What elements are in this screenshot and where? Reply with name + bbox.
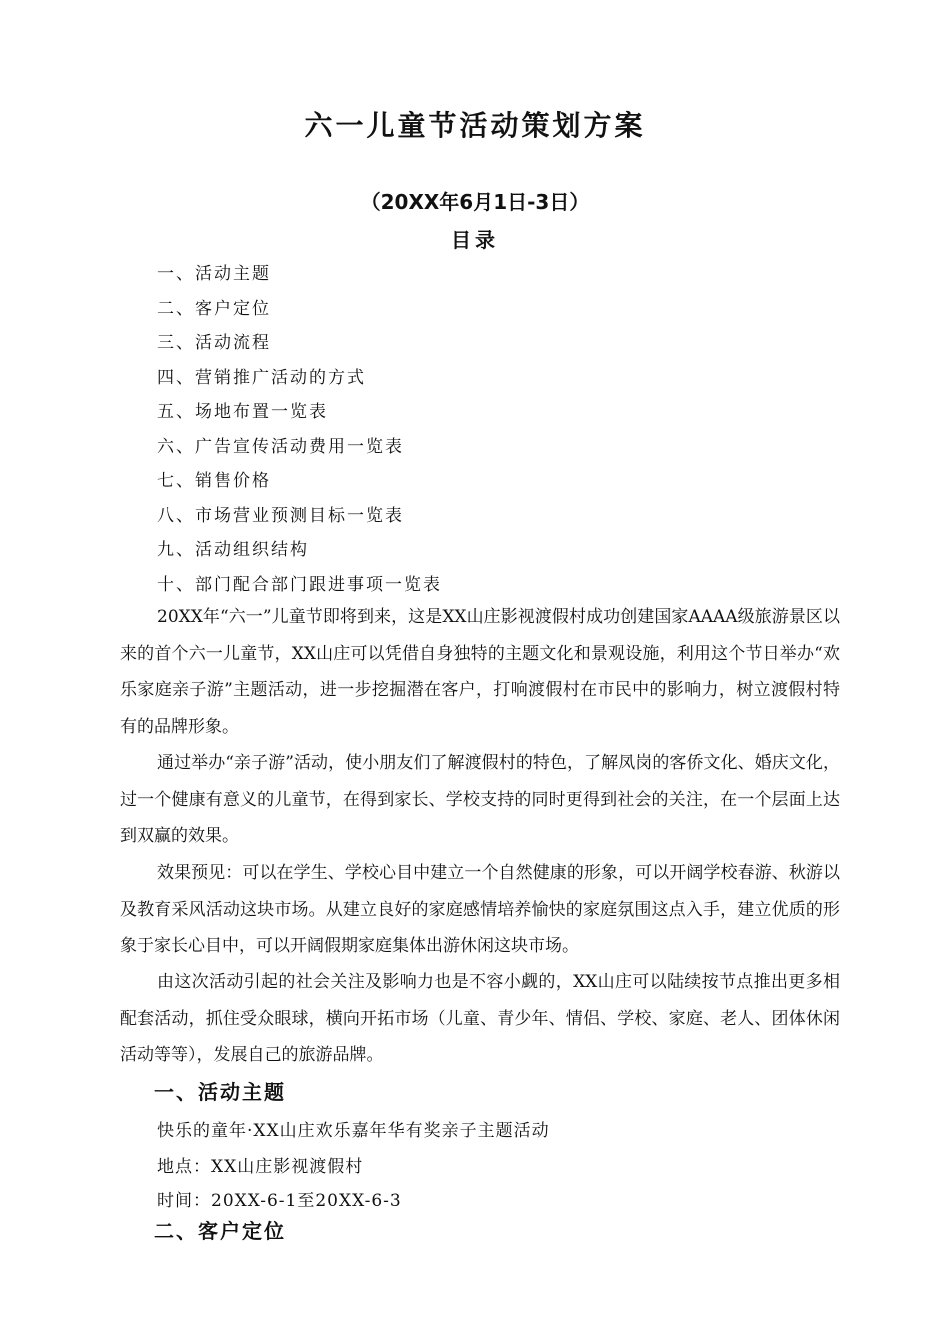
- toc-item: 八、市场营业预测目标一览表: [157, 505, 404, 526]
- effect-paragraph: 效果预见：可以在学生、学校心目中建立一个自然健康的形象，可以开阔学校春游、秋游以及教育采风活动这块市场。从建立良好的家庭感情培养愉快的家庭氛围这点入手，建立优质的形象于家长心目中，可以开阔假期家庭集体出游休闲这块市场。: [120, 863, 840, 956]
- impact-paragraph: 由这次活动引起的社会关注及影响力也是不容小觑的，XX山庄可以陆续按节点推出更多相配套活动，抓住受众眼球，横向开拓市场（儿童、青少年、情侣、学校、家庭、老人、团体休闲活动等等），发展自己的旅游品牌。: [120, 972, 840, 1065]
- toc-item: 三、活动流程: [157, 333, 271, 353]
- toc-item: 二、客户定位: [157, 298, 271, 319]
- section-heading-theme: 一、活动主题: [154, 1080, 286, 1104]
- intro-paragraph: 20XX年“六一”儿童节即将到来，这是XX山庄影视渡假村成功创建国家AAAA级旅游景区以来的首个六一儿童节，XX山庄可以凭借自身独特的主题文化和景观设施，利用这个节日举办“欢乐家庭亲子游”主题活动，进一步挖掘潜在客户，打响渡假村在市民中的影响力，树立渡假村特有的品牌形象。: [120, 607, 840, 737]
- toc-item: 六、广告宣传活动费用一览表: [157, 436, 404, 457]
- document-title: 六一儿童节活动策划方案: [304, 109, 646, 142]
- toc-item: 七、销售价格: [157, 471, 271, 491]
- activity-theme: 快乐的童年·XX山庄欢乐嘉年华有奖亲子主题活动: [157, 1121, 550, 1141]
- toc-item: 四、营销推广活动的方式: [157, 367, 366, 388]
- activity-time: 时间：20XX-6-1至20XX-6-3: [157, 1191, 402, 1211]
- toc-item: 十、部门配合部门跟进事项一览表: [157, 574, 442, 595]
- toc-item: 九、活动组织结构: [157, 540, 309, 560]
- date-range: （20XX年6月1日-3日）: [360, 190, 590, 214]
- purpose-paragraph: 通过举办“亲子游”活动，使小朋友们了解渡假村的特色，了解凤岗的客侨文化、婚庆文化，过一个健康有意义的儿童节，在得到家长、学校支持的同时更得到社会的关注，在一个层面上达到双赢的效果。: [120, 753, 840, 846]
- section-heading-customer: 二、客户定位: [154, 1219, 286, 1243]
- activity-location: 地点：XX山庄影视渡假村: [157, 1157, 364, 1177]
- table-of-contents: [157, 257, 442, 602]
- toc-title: 目录: [451, 228, 499, 252]
- toc-item: 一、活动主题: [157, 264, 271, 284]
- toc-item: 五、场地布置一览表: [157, 402, 328, 422]
